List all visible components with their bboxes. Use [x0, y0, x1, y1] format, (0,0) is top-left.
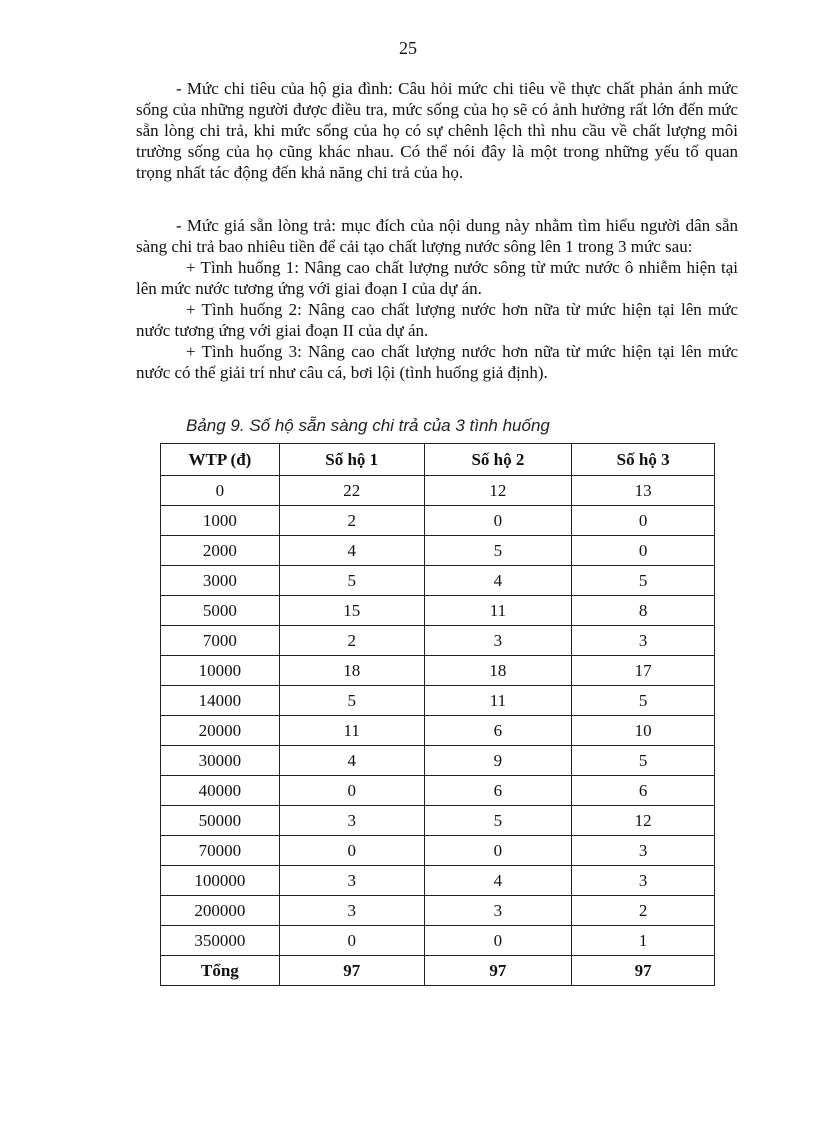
cell-households-1: 18 [279, 656, 424, 686]
table-row [161, 686, 715, 716]
cell-households-1: 15 [279, 596, 424, 626]
cell-wtp: 10000 [161, 656, 280, 686]
cell-households-2: 5 [424, 806, 572, 836]
cell-households-3: 5 [572, 686, 715, 716]
table-caption: Bảng 9. Số hộ sẵn sàng chi trả của 3 tình huống [186, 416, 550, 435]
paragraph-scenario-3: + Tình huống 3: Nâng cao chất lượng nước hơn nữa từ mức hiện tại lên mức nước có thể giải trí như câu cá, bơi lội (tình huống giả định). [136, 342, 738, 382]
cell-households-2: 12 [424, 476, 572, 506]
cell-wtp: 40000 [161, 776, 280, 806]
page-number: 25 [399, 38, 417, 58]
cell-households-3: 8 [572, 596, 715, 626]
header-households-1: Số hộ 1 [279, 444, 424, 476]
cell-households-2: 11 [424, 686, 572, 716]
table-row [161, 716, 715, 746]
cell-households-3: 3 [572, 626, 715, 656]
table-row [161, 806, 715, 836]
cell-households-2: 11 [424, 596, 572, 626]
table-row [161, 776, 715, 806]
cell-households-2: 4 [424, 566, 572, 596]
cell-households-2: 0 [424, 506, 572, 536]
cell-households-1: 3 [279, 866, 424, 896]
cell-households-1: 5 [279, 686, 424, 716]
total-households-2: 97 [424, 956, 572, 986]
table-header-row [161, 444, 715, 476]
cell-households-2: 5 [424, 536, 572, 566]
cell-households-1: 0 [279, 776, 424, 806]
cell-wtp: 7000 [161, 626, 280, 656]
cell-households-1: 5 [279, 566, 424, 596]
cell-households-1: 4 [279, 746, 424, 776]
cell-wtp: 200000 [161, 896, 280, 926]
header-households-2: Số hộ 2 [424, 444, 572, 476]
cell-households-3: 5 [572, 746, 715, 776]
cell-households-1: 0 [279, 836, 424, 866]
table-row [161, 506, 715, 536]
cell-households-3: 0 [572, 536, 715, 566]
paragraph-household-spending: - Mức chi tiêu của hộ gia đình: Câu hỏi mức chi tiêu về thực chất phản ánh mức sống của những người được điều tra, mức sống của họ sẽ có ảnh hưởng rất lớn đến mức sẵn lòng chi trả, khi mức sống của họ có sự chênh lệch thì nhu cầu về chất lượng môi trường sống của họ cũng khác nhau. Có thể nói đây là một trong những yếu tố quan trọng nhất tác động đến khả năng chi trả của họ. [136, 79, 738, 182]
cell-households-3: 13 [572, 476, 715, 506]
cell-wtp: 50000 [161, 806, 280, 836]
cell-households-2: 3 [424, 626, 572, 656]
cell-households-1: 3 [279, 896, 424, 926]
table-row [161, 596, 715, 626]
table-total-row [161, 956, 715, 986]
cell-households-2: 0 [424, 926, 572, 956]
cell-households-2: 0 [424, 836, 572, 866]
cell-households-3: 3 [572, 866, 715, 896]
cell-households-2: 3 [424, 896, 572, 926]
table-row [161, 896, 715, 926]
total-label: Tổng [161, 956, 280, 986]
cell-wtp: 100000 [161, 866, 280, 896]
total-households-1: 97 [279, 956, 424, 986]
table-body [161, 476, 715, 956]
cell-wtp: 70000 [161, 836, 280, 866]
body-text-section-2 [136, 215, 738, 383]
cell-households-3: 1 [572, 926, 715, 956]
cell-households-2: 4 [424, 866, 572, 896]
cell-households-1: 11 [279, 716, 424, 746]
table-row [161, 746, 715, 776]
total-households-3: 97 [572, 956, 715, 986]
cell-households-3: 17 [572, 656, 715, 686]
cell-households-3: 5 [572, 566, 715, 596]
cell-households-3: 6 [572, 776, 715, 806]
paragraph-scenario-2: + Tình huống 2: Nâng cao chất lượng nước hơn nữa từ mức hiện tại lên mức nước tương ứng với giai đoạn II của dự án. [136, 300, 738, 340]
table-row [161, 836, 715, 866]
table-row [161, 626, 715, 656]
cell-households-3: 0 [572, 506, 715, 536]
cell-households-1: 2 [279, 626, 424, 656]
cell-households-3: 10 [572, 716, 715, 746]
header-households-3: Số hộ 3 [572, 444, 715, 476]
cell-households-3: 3 [572, 836, 715, 866]
cell-wtp: 0 [161, 476, 280, 506]
cell-wtp: 1000 [161, 506, 280, 536]
cell-wtp: 20000 [161, 716, 280, 746]
cell-households-1: 3 [279, 806, 424, 836]
cell-wtp: 350000 [161, 926, 280, 956]
cell-households-3: 2 [572, 896, 715, 926]
cell-households-3: 12 [572, 806, 715, 836]
paragraph-scenario-1: + Tình huống 1: Nâng cao chất lượng nước sông từ mức nước ô nhiễm hiện tại lên mức nước tương ứng với giai đoạn I của dự án. [136, 258, 738, 298]
cell-households-2: 9 [424, 746, 572, 776]
table-row [161, 866, 715, 896]
table-row [161, 536, 715, 566]
cell-wtp: 2000 [161, 536, 280, 566]
cell-wtp: 3000 [161, 566, 280, 596]
table-row [161, 926, 715, 956]
cell-households-2: 6 [424, 776, 572, 806]
cell-households-2: 6 [424, 716, 572, 746]
cell-households-2: 18 [424, 656, 572, 686]
table-row [161, 476, 715, 506]
cell-households-1: 2 [279, 506, 424, 536]
cell-households-1: 22 [279, 476, 424, 506]
cell-households-1: 0 [279, 926, 424, 956]
cell-households-1: 4 [279, 536, 424, 566]
cell-wtp: 14000 [161, 686, 280, 716]
wtp-table [160, 443, 715, 986]
cell-wtp: 5000 [161, 596, 280, 626]
body-text-section-1 [136, 78, 738, 183]
table-row [161, 656, 715, 686]
cell-wtp: 30000 [161, 746, 280, 776]
table-row [161, 566, 715, 596]
paragraph-willingness-price: - Mức giá sẵn lòng trả: mục đích của nội dung này nhằm tìm hiểu người dân sẵn sàng chi trả bao nhiêu tiền để cải tạo chất lượng nước sông lên 1 trong 3 mức sau: [136, 216, 738, 256]
header-wtp: WTP (đ) [161, 444, 280, 476]
